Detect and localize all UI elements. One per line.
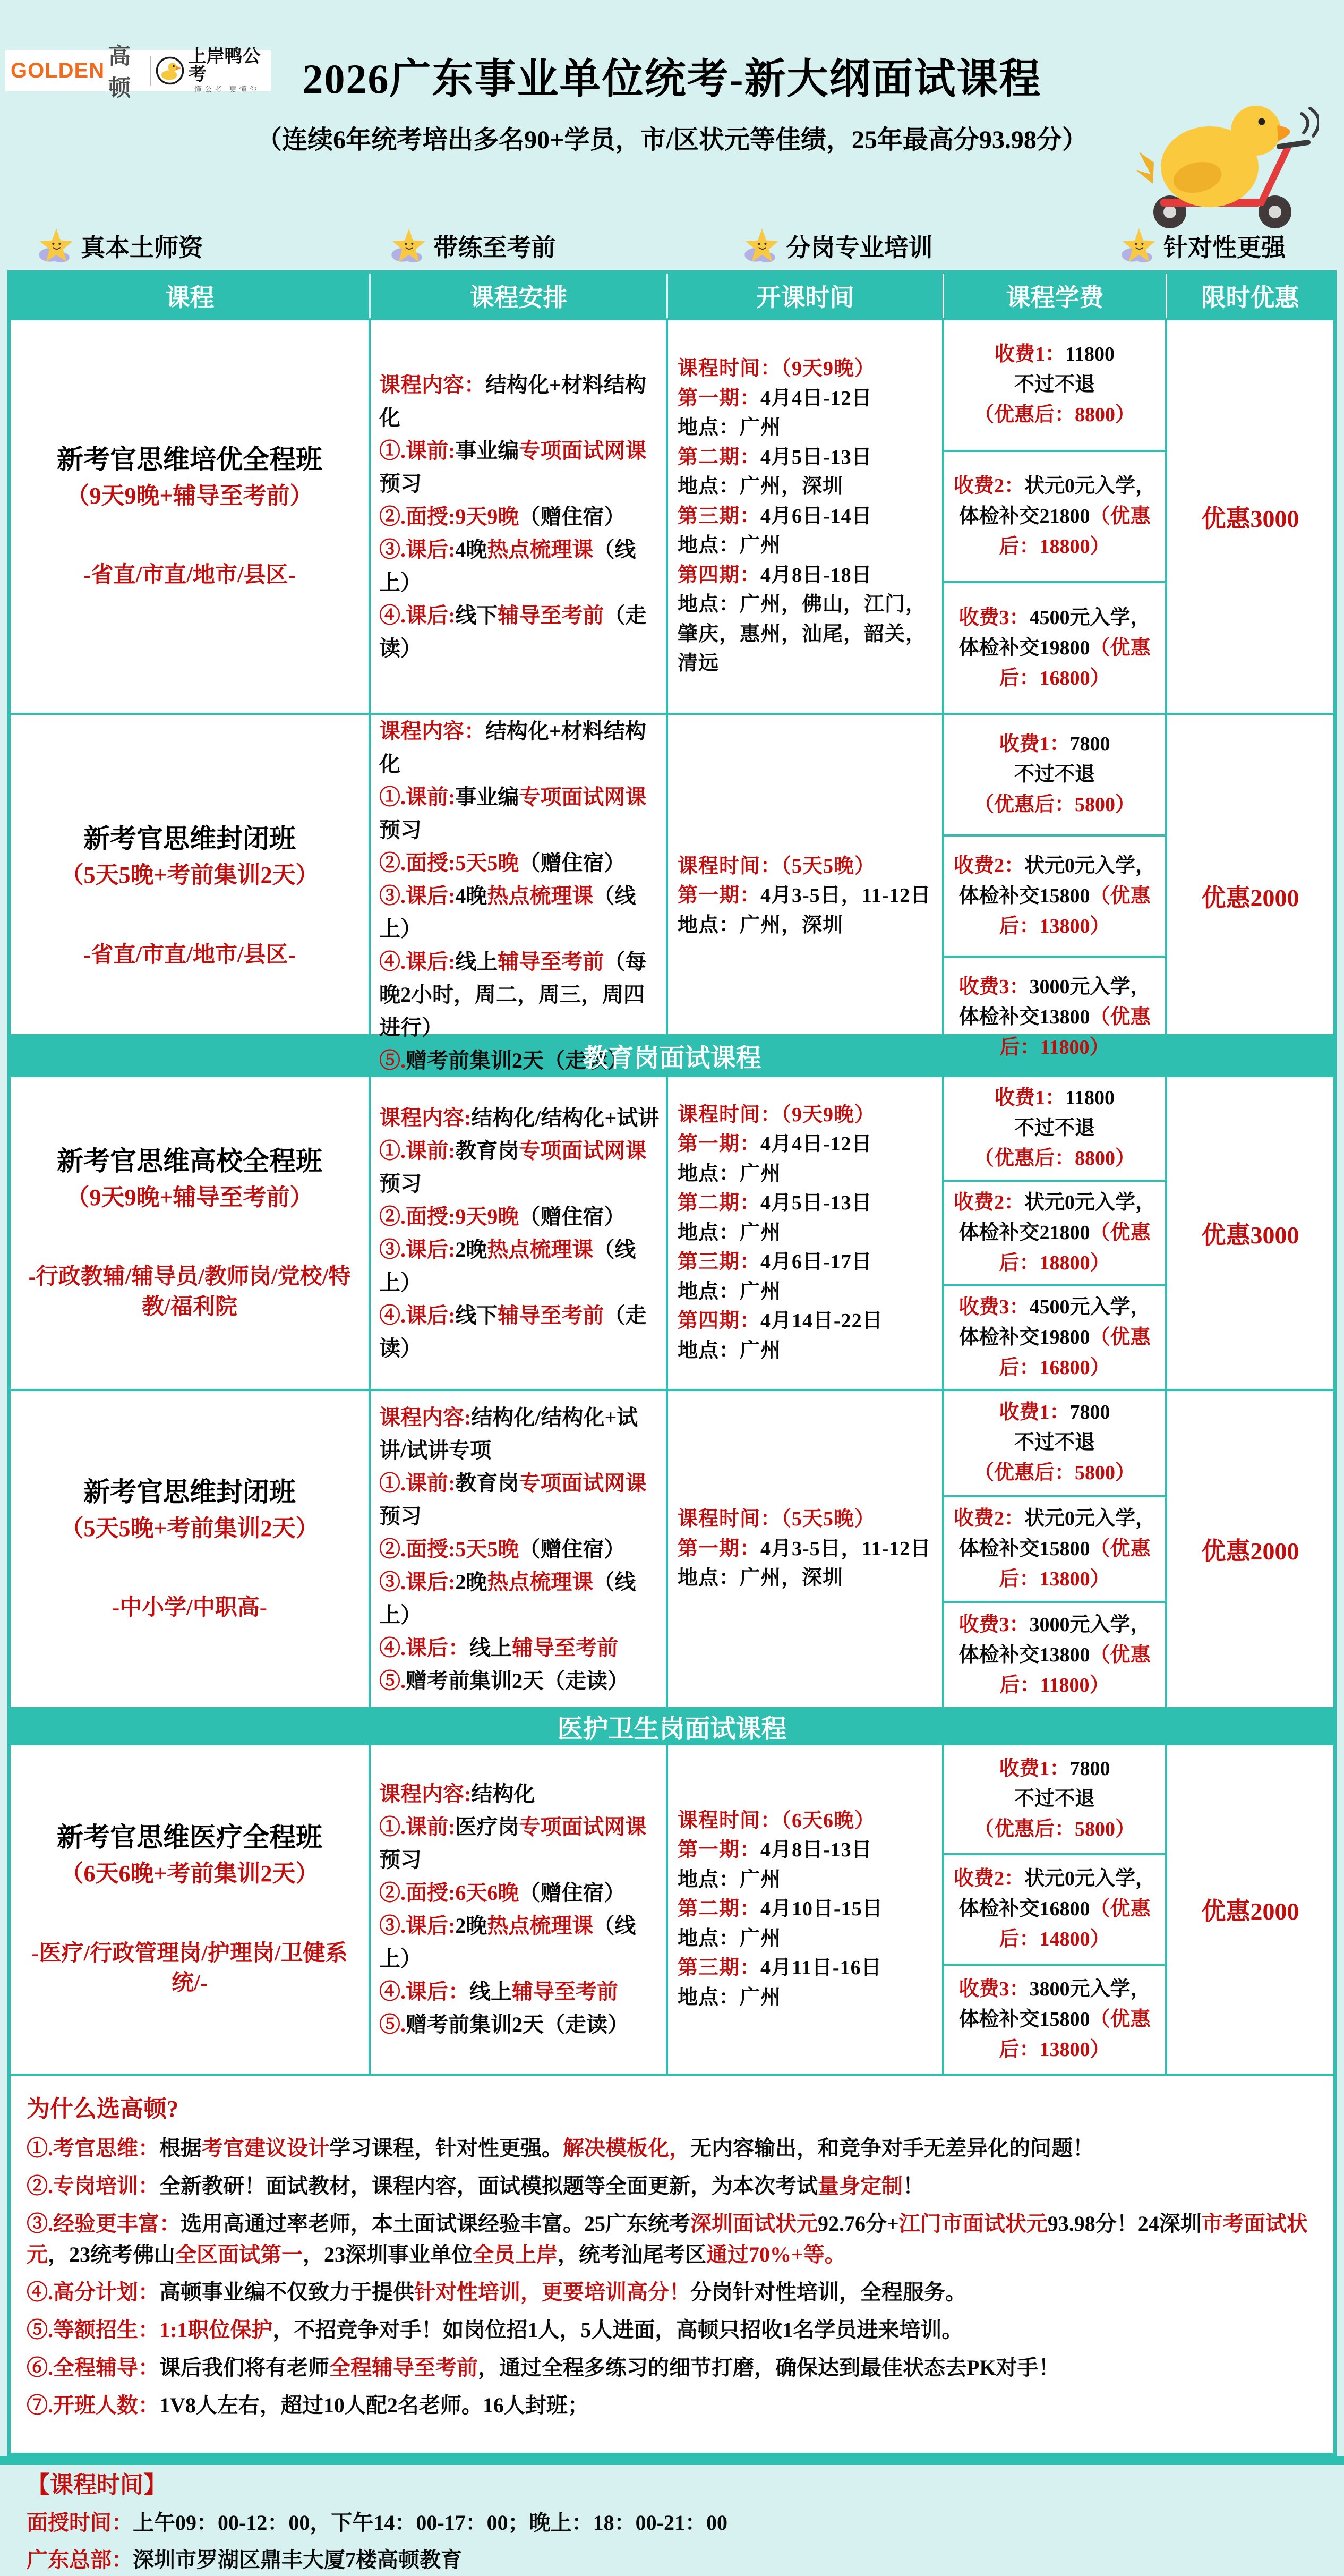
course-duration: （9天9晚+辅导至考前） <box>66 482 313 509</box>
text-line: 收费1：7800 <box>999 732 1110 755</box>
text-line: 收费3：3000元入学，体检补交13800（优惠后：11800） <box>958 976 1151 1059</box>
fee-cell <box>944 320 1167 713</box>
why-choose-title: 为什么选高顿? <box>27 2096 178 2122</box>
text-line: ③.经验更丰富：选用高通过率老师，本土面试课经验丰富。25广东统考深圳面试状元92.76分+江门市面试状元93.98分！24深圳市考面试状元，23统考佛山全区面试第一，23深圳事业单位全员上岸，统考汕尾考区通过70%+等。 <box>27 2212 1308 2266</box>
text-line: （优惠后：5800） <box>973 1818 1135 1841</box>
fee-option-2 <box>944 1497 1165 1603</box>
text-line: ④.课后:线下辅导至考前（走读） <box>379 1303 647 1360</box>
brand-logo-bar <box>5 45 271 101</box>
badge-post-specific-training <box>743 227 933 265</box>
arrangement-cell <box>371 1745 668 2074</box>
text-line: 课程内容:结构化 <box>379 1782 535 1806</box>
text-line: 不过不退 <box>1014 1788 1095 1811</box>
discount-value: 优惠2000 <box>1201 1537 1299 1565</box>
fee-option-1 <box>944 1745 1165 1855</box>
text-line: ①.课前:医疗岗专项面试网课预习 <box>379 1815 647 1872</box>
table-row <box>11 318 1333 713</box>
text-line: ①.考官思维：根据考官建议设计学习课程，针对性更强。解决模板化，无内容输出，和竞争对手无差异化的问题！ <box>27 2136 1094 2160</box>
course-cell <box>11 320 371 713</box>
discount-cell <box>1167 1745 1333 2074</box>
arrangement-cell <box>371 320 668 713</box>
duck-logo-icon <box>155 56 185 86</box>
fee-option-3 <box>944 1966 1165 2074</box>
fee-option-3 <box>944 1603 1165 1707</box>
fee-cell <box>944 715 1167 1077</box>
arrangement-cell <box>371 1077 668 1389</box>
logo-divider <box>150 56 151 86</box>
text-line: 地点：广州，深圳 <box>678 475 844 498</box>
fee-option-1 <box>944 715 1165 837</box>
column-header-fee: 课程学费 <box>944 274 1167 318</box>
text-line: 收费3：3800元入学，体检补交15800（优惠后：13800） <box>958 1977 1151 2061</box>
text-line: 第四期：4月8日-18日 <box>678 564 872 586</box>
discount-cell <box>1167 715 1333 1077</box>
star-icon <box>1120 227 1158 265</box>
page-subtitle: （连续6年统考培出多名90+学员，市/区状元等佳绩，25年最高分93.98分） <box>256 126 1088 154</box>
text-line: 收费1：7800 <box>999 1401 1110 1424</box>
text-line: ②.面授:9天9晚（赠住宿） <box>379 1204 626 1229</box>
text-line: 地点：广州 <box>678 1868 782 1891</box>
text-line: 地点：广州 <box>678 1339 782 1362</box>
fee-cell <box>944 1391 1167 1707</box>
text-line: ④.课后：线上辅导至考前 <box>379 1980 618 2003</box>
text-line: 第一期：4月8日-13日 <box>678 1839 872 1862</box>
text-line: 地点：广州，深圳 <box>678 1567 844 1590</box>
text-line: 广东总部：深圳市罗湖区鼎丰大厦7楼高顿教育 <box>27 2548 462 2572</box>
text-line: ②.专岗培训：全新教研！面试教材，课程内容，面试模拟题等全面更新，为本次考试量身定制！ <box>27 2174 924 2198</box>
course-target: -省直/市直/地市/县区- <box>83 563 296 588</box>
text-line: 地点：广州 <box>678 1162 782 1185</box>
text-line: ④.课后:线下辅导至考前（走读） <box>379 603 647 660</box>
table-header-row <box>11 274 1333 318</box>
text-line: ①.课前:事业编专项面试网课预习 <box>379 438 647 496</box>
text-line: 收费2：状元0元入学，体检补交16800（优惠后：14800） <box>953 1867 1156 1951</box>
text-line: ⑤.等额招生：1:1职位保护，不招竞争对手！如岗位招1人，5人进面，高顿只招收1名学员进来培训。 <box>27 2318 963 2342</box>
column-header-schedule: 开课时间 <box>668 274 944 318</box>
duck-mascot-icon <box>1133 99 1319 232</box>
fee-cell <box>944 1077 1167 1389</box>
badge-label: 带练至考前 <box>433 234 556 261</box>
course-duration: （9天9晚+辅导至考前） <box>66 1184 313 1210</box>
text-line: ⑤.赠考前集训2天（走读） <box>379 1048 629 1072</box>
text-line: 地点：广州，深圳 <box>678 914 844 936</box>
text-line: 收费2：状元0元入学，体检补交15800（优惠后：13800） <box>953 1507 1156 1590</box>
course-duration: （5天5晚+考前集训2天） <box>60 862 319 889</box>
text-line: 不过不退 <box>1014 763 1095 786</box>
text-line: 地点：广州 <box>678 1280 782 1303</box>
course-cell <box>11 1391 371 1707</box>
text-line: ⑦.开班人数：1V8人左右，超过10人配2名老师。16人封班； <box>27 2393 589 2417</box>
text-line: 地点：广州 <box>678 534 782 557</box>
table-row <box>11 1075 1333 1389</box>
text-line: 收费1：11800 <box>995 1087 1115 1109</box>
text-line: 课程时间：（5天5晚） <box>678 855 876 877</box>
text-line: 课程内容：结构化+材料结构化 <box>379 719 646 776</box>
schedule-cell <box>668 320 944 713</box>
course-target: -医疗/行政管理岗/护理岗/卫健系统/- <box>31 1941 348 1996</box>
page-header <box>0 46 1344 221</box>
text-line: ③.课后:2晚热点梳理课（线上） <box>379 1237 636 1294</box>
schedule-cell <box>668 1391 944 1707</box>
discount-value: 优惠2000 <box>1201 1898 1299 1925</box>
text-line: ①.课前:事业编专项面试网课预习 <box>379 785 647 842</box>
discount-cell <box>1167 1077 1333 1389</box>
gaodun-logo-text: 高顿 <box>108 45 131 101</box>
text-line: 地点：广州 <box>678 416 782 439</box>
course-target: -省直/市直/地市/县区- <box>83 942 296 967</box>
text-line: 第一期：4月3-5日，11-12日 <box>678 1537 931 1560</box>
text-line: 第三期：4月6日-17日 <box>678 1251 872 1274</box>
text-line: 不过不退 <box>1014 373 1095 396</box>
footer-strip <box>0 2456 1344 2465</box>
course-name: 新考官思维医疗全程班 <box>57 1822 322 1853</box>
why-choose-section <box>11 2074 1333 2572</box>
discount-value: 优惠3000 <box>1201 505 1299 532</box>
badge-label: 针对性更强 <box>1163 234 1286 261</box>
column-header-course: 课程 <box>11 274 371 318</box>
text-line: 地点：广州 <box>678 1221 782 1244</box>
text-line: （优惠后：5800） <box>973 793 1135 816</box>
text-line: 收费3：3000元入学，体检补交13800（优惠后：11800） <box>958 1613 1151 1696</box>
partner-logo <box>189 48 266 94</box>
text-line: 第一期：4月3-5日，11-12日 <box>678 884 931 907</box>
fee-cell <box>944 1745 1167 2074</box>
schedule-cell <box>668 1077 944 1389</box>
discount-cell <box>1167 1391 1333 1707</box>
text-line: 第一期：4月4日-12日 <box>678 1133 872 1156</box>
text-line: 地点：广州 <box>678 1986 782 2009</box>
text-line: ④.高分计划：高顿事业编不仅致力于提供针对性培训，更要培训高分！分岗针对性培训，全程服务。 <box>27 2280 966 2304</box>
schedule-cell <box>668 1745 944 2074</box>
fee-option-1 <box>944 1077 1165 1182</box>
schedule-cell <box>668 715 944 1077</box>
text-line: 第二期：4月5日-13日 <box>678 446 872 468</box>
text-line: 收费2：状元0元入学，体检补交15800（优惠后：13800） <box>953 854 1156 937</box>
discount-value: 优惠2000 <box>1201 884 1299 911</box>
text-line: 课程内容:结构化/结构化+试讲 <box>379 1105 660 1130</box>
badge-practice-until-exam <box>390 227 555 265</box>
table-row <box>11 1389 1333 1707</box>
course-name: 新考官思维培优全程班 <box>57 444 322 474</box>
course-cell <box>11 1745 371 2074</box>
fee-option-2 <box>944 1855 1165 1965</box>
text-line: 第二期：4月10日-15日 <box>678 1898 883 1921</box>
discount-cell <box>1167 320 1333 713</box>
course-duration: （5天5晚+考前集训2天） <box>60 1515 319 1541</box>
text-line: ②.面授:5天5晚（赠住宿） <box>379 851 626 875</box>
star-icon <box>390 227 428 265</box>
text-line: 收费2：状元0元入学，体检补交21800（优惠后：18800） <box>953 475 1156 558</box>
text-line: 收费3：4500元入学，体检补交19800（优惠后：16800） <box>958 1296 1151 1379</box>
fee-option-3 <box>944 1286 1165 1389</box>
page-title: 2026广东事业单位统考-新大纲面试课程 <box>302 56 1042 102</box>
badge-label: 真本土师资 <box>81 234 203 261</box>
logo-slogan: 懂公考 更懂你 <box>194 86 260 94</box>
course-name: 新考官思维封闭班 <box>83 1477 296 1507</box>
text-line: 收费1：7800 <box>999 1758 1110 1780</box>
why-choose-list <box>27 2133 1317 2421</box>
fee-option-2 <box>944 837 1165 958</box>
text-line: ①.课前:教育岗专项面试网课预习 <box>379 1471 647 1528</box>
text-line: 课程时间：（5天5晚） <box>678 1508 876 1531</box>
course-time-title: 【课程时间】 <box>27 2472 167 2498</box>
badge-label: 分岗专业培训 <box>786 234 933 261</box>
course-target: -行政教辅/辅导员/教师岗/党校/特教/福利院 <box>28 1265 351 1319</box>
text-line: 课程时间：（9天9晚） <box>678 357 876 380</box>
text-line: 第二期：4月5日-13日 <box>678 1192 872 1215</box>
text-line: ①.课前:教育岗专项面试网课预习 <box>379 1138 647 1196</box>
section-header-education: 教育岗面试课程 <box>11 1034 1333 1075</box>
text-line: 地点：广州，佛山，江门，肇庆，惠州，汕尾，韶关，清远 <box>678 593 927 675</box>
text-line: ③.课后:4晚热点梳理课（线上） <box>379 537 636 594</box>
fee-option-2 <box>944 1182 1165 1286</box>
fee-option-2 <box>944 452 1165 584</box>
text-line: 课程时间：（9天9晚） <box>678 1103 876 1126</box>
text-line: ⑤.赠考前集训2天（走读） <box>379 1668 629 1693</box>
badge-local-teachers <box>37 227 203 265</box>
shanganya-logo-text: 上岸鸭公考 <box>188 46 261 84</box>
star-icon <box>743 227 781 265</box>
text-line: ②.面授:6天6晚（赠住宿） <box>379 1881 626 1905</box>
section-header-medical: 医护卫生岗面试课程 <box>11 1707 1333 1743</box>
text-line: 第四期：4月14日-22日 <box>678 1310 883 1333</box>
text-line: 课程时间：（6天6晚） <box>678 1809 876 1832</box>
golden-logo-text: GOLDEN <box>11 58 105 82</box>
text-line: ⑥.全程辅导：课后我们将有老师全程辅导至考前，通过全程多练习的细节打磨，确保达到最佳状态去PK对手！ <box>27 2356 1060 2379</box>
badge-stronger-targeting <box>1120 227 1286 265</box>
fee-option-3 <box>944 583 1165 713</box>
text-line: ③.课后:4晚热点梳理课（线上） <box>379 884 636 941</box>
text-line: ④.课后:线上辅导至考前（每晚2小时，周二，周三，周四进行） <box>379 950 647 1039</box>
text-line: 地点：广州 <box>678 1927 782 1950</box>
text-line: （优惠后：8800） <box>973 1147 1135 1170</box>
text-line: 不过不退 <box>1014 1117 1095 1139</box>
text-line: 课程内容:结构化/结构化+试讲/试讲专项 <box>379 1405 638 1462</box>
course-cell <box>11 715 371 1077</box>
text-line: 不过不退 <box>1014 1431 1095 1454</box>
text-line: （优惠后：5800） <box>973 1462 1135 1485</box>
course-cell <box>11 1077 371 1389</box>
text-line: （优惠后：8800） <box>973 404 1135 427</box>
text-line: 收费1：11800 <box>995 343 1115 366</box>
text-line: 收费2：状元0元入学，体检补交21800（优惠后：18800） <box>953 1191 1156 1274</box>
course-duration: （6天6晚+考前集训2天） <box>60 1861 319 1887</box>
text-line: 收费3：4500元入学，体检补交19800（优惠后：16800） <box>958 606 1151 689</box>
star-icon <box>37 227 75 265</box>
text-line: ③.课后:2晚热点梳理课（线上） <box>379 1570 636 1627</box>
fee-option-3 <box>944 958 1165 1077</box>
fee-option-1 <box>944 1391 1165 1497</box>
text-line: 第三期：4月6日-14日 <box>678 505 872 527</box>
course-poster-page <box>0 45 1344 2572</box>
text-line: 面授时间：上午09：00-12：00，下午14：00-17：00；晚上：18：00-21：00 <box>27 2511 727 2535</box>
text-line: ②.面授:5天5晚（赠住宿） <box>379 1537 626 1561</box>
course-table <box>7 270 1337 2572</box>
column-header-discount: 限时优惠 <box>1167 274 1333 318</box>
column-header-arrangement: 课程安排 <box>371 274 668 318</box>
arrangement-cell <box>371 715 668 1077</box>
course-name: 新考官思维封闭班 <box>83 824 296 854</box>
fee-option-1 <box>944 320 1165 452</box>
text-line: 第一期：4月4日-12日 <box>678 387 872 410</box>
text-line: 第三期：4月11日-16日 <box>678 1957 882 1980</box>
course-target: -中小学/中职高- <box>112 1596 267 1620</box>
text-line: ②.面授:9天9晚（赠住宿） <box>379 504 626 528</box>
table-row <box>11 1743 1333 2074</box>
discount-value: 优惠3000 <box>1201 1221 1299 1249</box>
text-line: 课程内容：结构化+材料结构化 <box>379 372 646 430</box>
text-line: ⑤.赠考前集训2天（走读） <box>379 2012 629 2036</box>
course-name: 新考官思维高校全程班 <box>57 1146 322 1176</box>
course-time-lines <box>27 2507 1317 2576</box>
text-line: ④.课后：线上辅导至考前 <box>379 1635 618 1660</box>
arrangement-cell <box>371 1391 668 1707</box>
text-line: ③.课后:2晚热点梳理课（线上） <box>379 1914 636 1971</box>
